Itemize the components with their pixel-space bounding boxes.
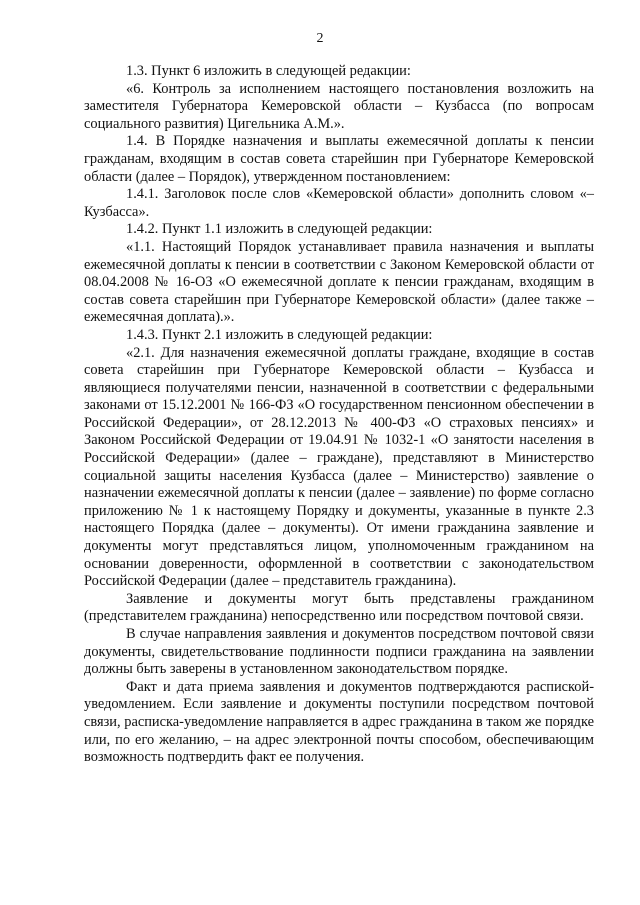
document-body <box>84 63 594 767</box>
paragraph-2-1-quote: «2.1. Для назначения ежемесячной доплаты граждане, входящие в состав совета старейшин при Губернаторе Кемеровской области – Кузбасса и являющиеся получателями пенсии, назначенной в соответствии с федеральными законами от 15.12.2001 № 166-ФЗ «О государственном пенсионном обеспечении в Российской Федерации», от 28.12.2013 № 400-ФЗ «О страховых пенсиях» и Законом Российской Федерации от 19.04.91 № 1032-1 «О занятости населения в Российской Федерации» (далее – граждане), представляют в Министерство социальной защиты населения Кузбасса (далее – Министерство) заявление о назначении ежемесячной доплаты к пенсии (далее – заявление) по форме согласно приложению № 1 к настоящему Порядку и документы, указанные в пункте 2.3 настоящего Порядка (далее – документы). От имени гражданина заявление и документы могут представляться лицом, уполномоченным гражданином на основании доверенности, оформленной в соответствии с законодательством Российской Федерации (далее – представитель гражданина). <box>84 344 594 590</box>
paragraph-1-4-3: 1.4.3. Пункт 2.1 изложить в следующей редакции: <box>126 326 433 343</box>
paragraph-receipt-notification: Факт и дата приема заявления и документов подтверждаются распиской-уведомлением. Если заявление и документы поступили посредством почтовой связи, расписка-уведомление направляется в адрес гражданина в таком же порядке или, по его желанию, – на адрес электронной почты способом, обеспечивающим возможность подтвердить факт ее получения. <box>84 678 594 766</box>
paragraph-1-4-1: 1.4.1. Заголовок после слов «Кемеровской области» дополнить словом «– Кузбасса». <box>84 186 594 220</box>
paragraph-1-4: 1.4. В Порядке назначения и выплаты ежемесячной доплаты к пенсии гражданам, входящим в состав совета старейшин при Губернаторе Кемеровской области (далее – Порядок), утвержденном постановлением: <box>84 133 594 185</box>
paragraph-1-3: 1.3. Пункт 6 изложить в следующей редакции: <box>126 63 411 79</box>
paragraph-submission-methods: Заявление и документы могут быть представлены гражданином (представителем гражданина) непосредственно или посредством почтовой связи. <box>84 590 594 625</box>
paragraph-1-4-2: 1.4.2. Пункт 1.1 изложить в следующей редакции: <box>126 221 433 238</box>
paragraph-6-quote: «6. Контроль за исполнением настоящего постановления возложить на заместителя Губернатора Кемеровской области – Кузбасса (по вопросам социального развития) Цигельника А.М.». <box>84 80 594 132</box>
page-number: 2 <box>316 31 324 46</box>
paragraph-postal-certification: В случае направления заявления и документов посредством почтовой связи документы, свидетельствование подлинности подписи гражданина на заявлении должны быть заверены в установленном законодательством порядке. <box>84 626 594 678</box>
paragraph-1-1-quote: «1.1. Настоящий Порядок устанавливает правила назначения и выплаты ежемесячной доплаты к пенсии в соответствии с Законом Кемеровской области от 08.04.2008 № 16-ОЗ «О ежемесячной доплате к пенсии гражданам, входящим в состав совета старейшин при Губернаторе Кемеровской области» (далее также – ежемесячная доплата).». <box>84 238 594 326</box>
